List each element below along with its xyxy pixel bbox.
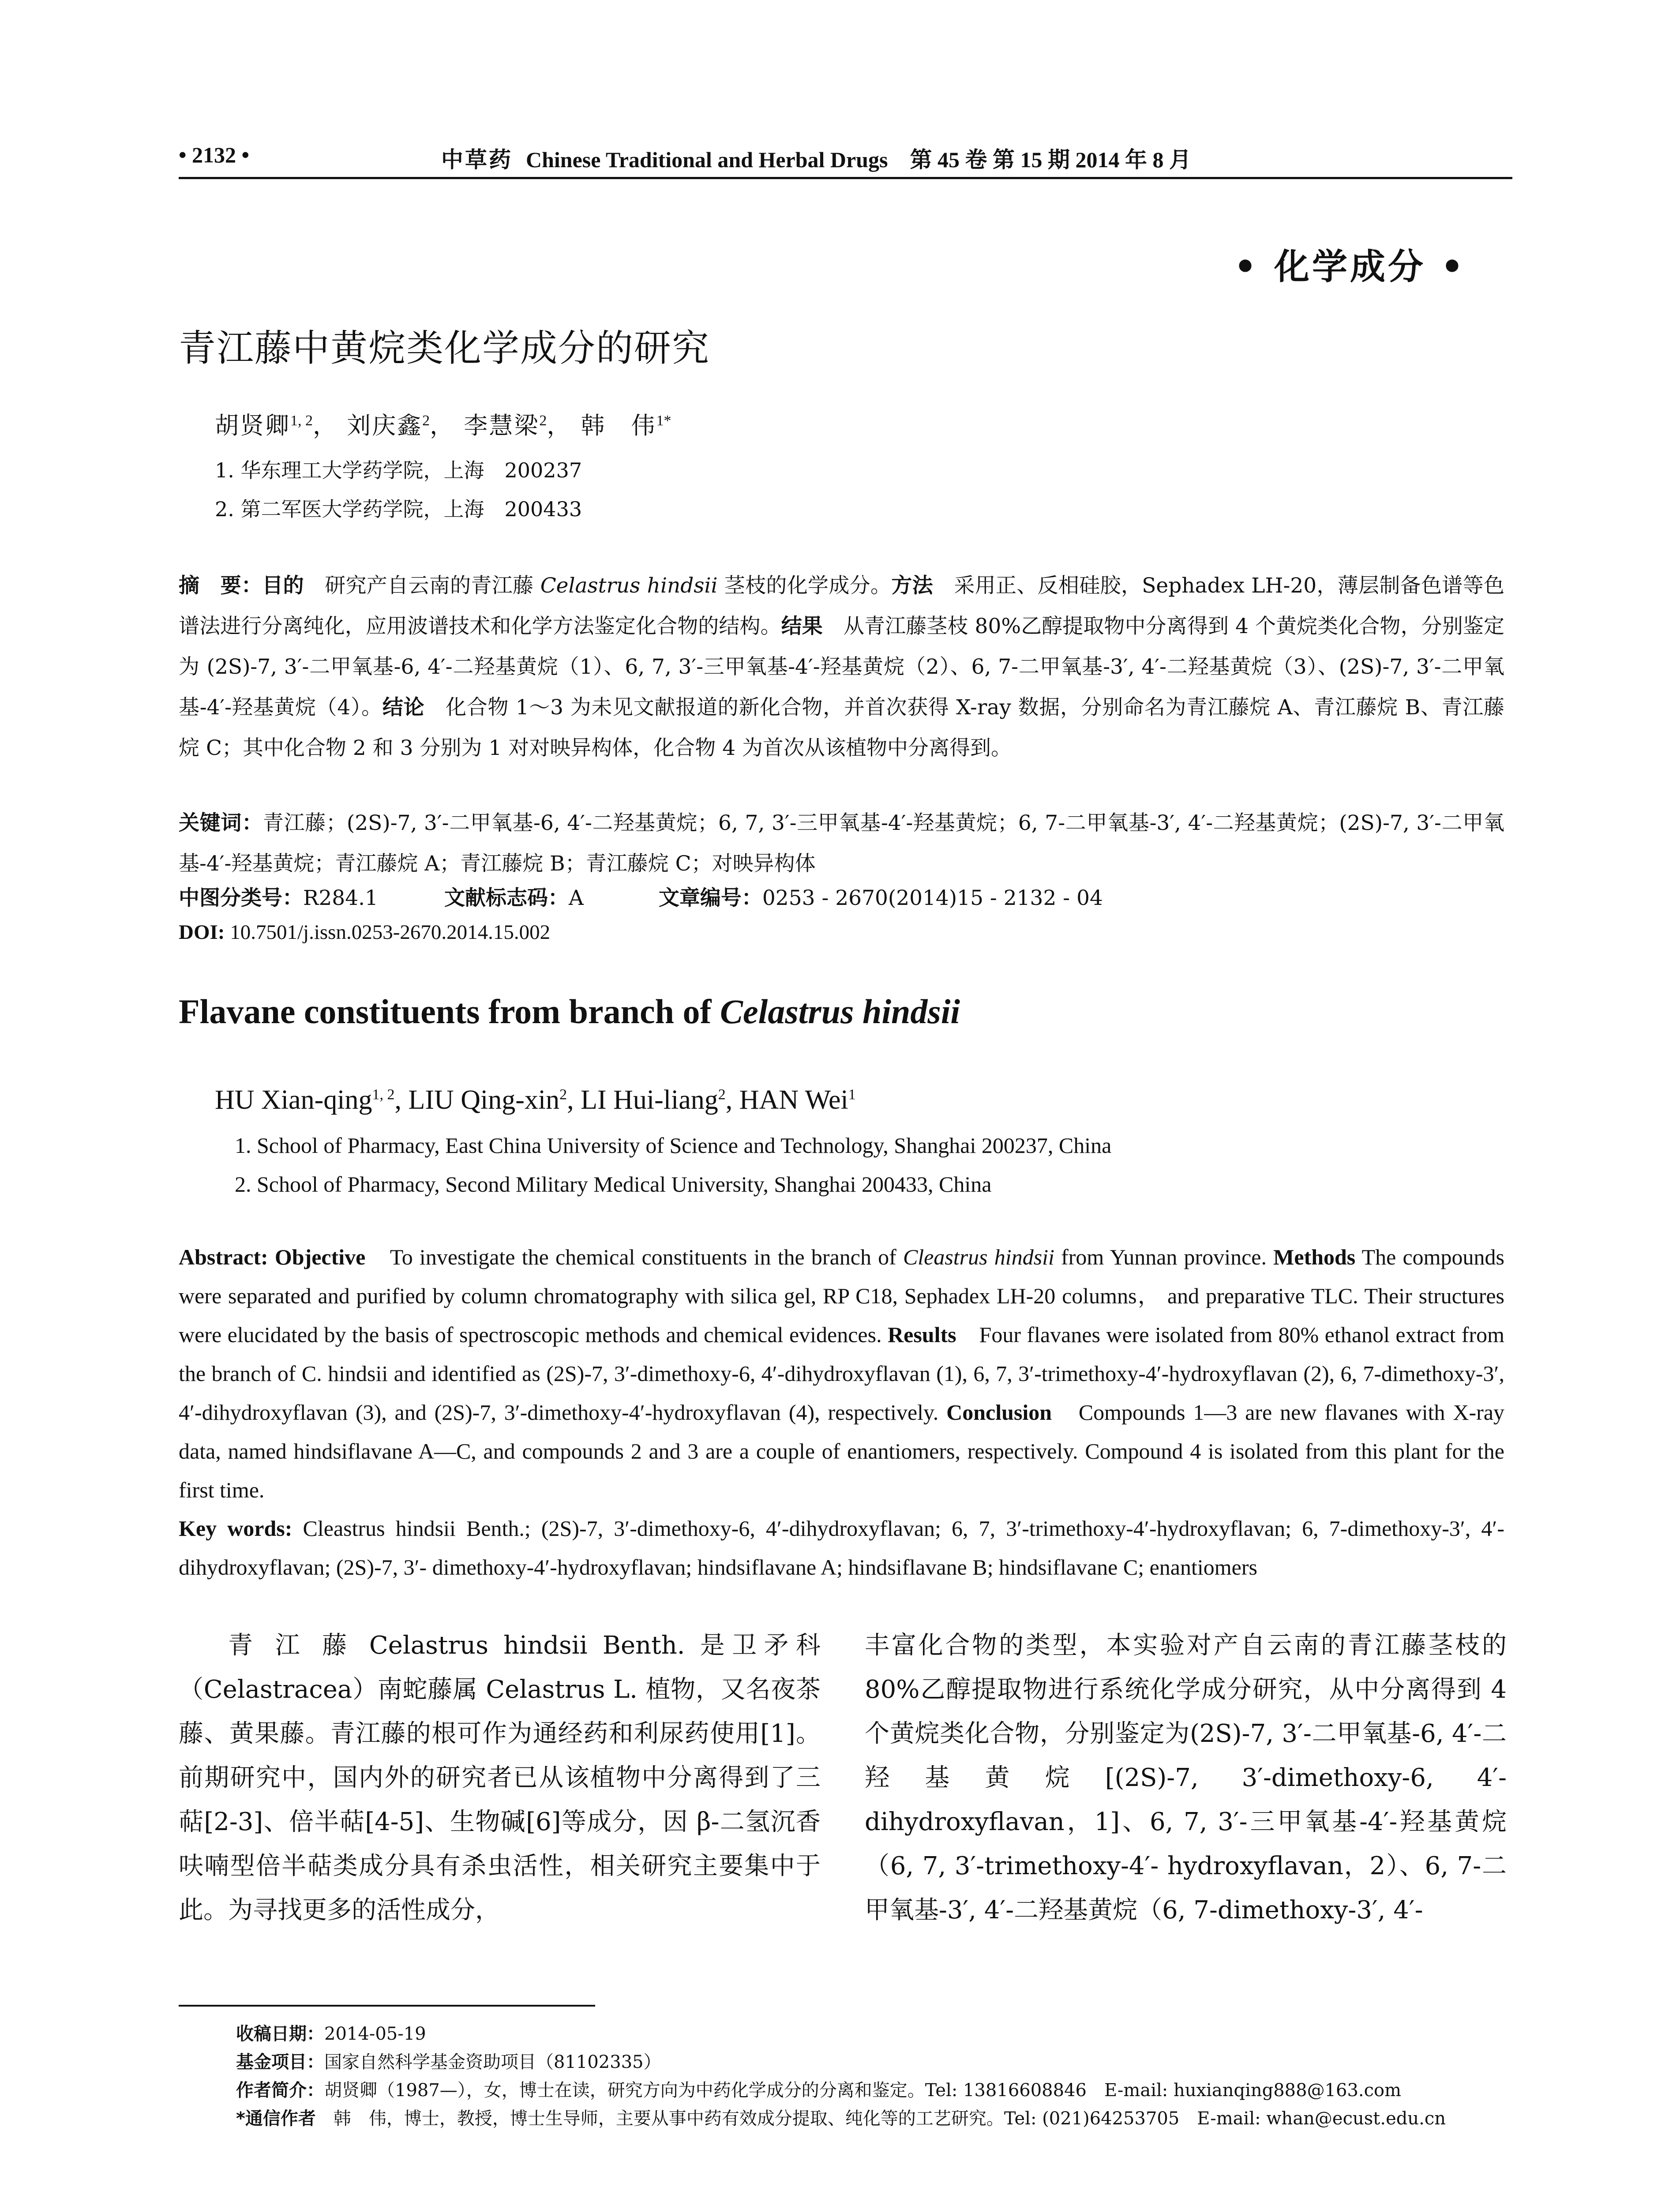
footnote-text: 国家自然科学基金资助项目（81102335） — [324, 2052, 661, 2072]
footnote-corresponding — [236, 2105, 1446, 2130]
article-no-label: 文章编号： — [658, 886, 762, 910]
author-affil-mark: 2 — [718, 1086, 726, 1103]
journal-name-en: Chinese Traditional and Herbal Drugs — [526, 147, 888, 172]
conclusion-label: Conclusion — [946, 1400, 1052, 1425]
conclusion-text: 化合物 1～3 为未见文献报道的新化合物，并首次获得 X-ray 数据，分别命名为青江藤烷 A、青江藤烷 B、青江藤烷 C；其中化合物 2 和 3 分别为 1 对对映异构体，化合物 4 为首次从该植物中分离得到。 — [179, 695, 1505, 760]
author-affil-mark: 1, 2 — [372, 1086, 395, 1103]
methods-label: Methods — [1273, 1245, 1356, 1269]
footnote-text: 2014-05-19 — [324, 2024, 426, 2044]
title-en-text: Flavane constituents from branch of — [179, 992, 720, 1031]
footnote-author-bio — [236, 2076, 1401, 2101]
results-text: Four flavanes were isolated from 80% ethanol extract from the branch of C. hindsii and identified as (2S)-7, 3′-dimethoxy-6, 4′-dihydroxyflavan (1), 6, 7, 3′-trimethoxy-4′-hydroxyflavan (2), 6, 7-dimethoxy-3′, 4′-dihydroxyflavan (3), and (2S)-7, 3′-dimethoxy-4′-hydroxyflavan (4), respectively. — [179, 1322, 1505, 1425]
doc-code-value: A — [568, 886, 584, 910]
species-name: Cleastrus hindsii — [903, 1245, 1054, 1269]
conclusion-label: 结论 — [382, 695, 425, 720]
results-text: 从青江藤茎枝 80%乙醇提取物中分离得到 4 个黄烷类化合物，分别鉴定为 (2S)-7, 3′-二甲氧基-6, 4′-二羟基黄烷（1）、6, 7, 3′-三甲氧基-4′-羟基黄烷（2）、6, 7-二甲氧基-3′, 4′-二羟基黄烷（3）、(2S)-7, 3′-二甲氧基-4′-羟基黄烷（4）。 — [179, 614, 1505, 720]
doc-code-label: 文献标志码： — [444, 886, 569, 910]
issue-info: 第 45 卷 第 15 期 2014 年 8 月 — [910, 147, 1191, 172]
doi-link[interactable]: 10.7501/j.issn.0253-2670.2014.15.002 — [230, 921, 551, 944]
keywords-text: 青江藤；(2S)-7, 3′-二甲氧基-6, 4′-二羟基黄烷；6, 7, 3′-三甲氧基-4′-羟基黄烷；6, 7-二甲氧基-3′, 4′-二羟基黄烷；(2S)-7, 3′-二甲氧基-4′-羟基黄烷；青江藤烷 A；青江藤烷 B；青江藤烷 C；对映异构体 — [179, 811, 1504, 876]
body-column-right: 丰富化合物的类型，本实验对产自云南的青江藤茎枝的 80%乙醇提取物进行系统化学成分研究，从中分离得到 4 个黄烷类化合物，分别鉴定为(2S)-7, 3′-二甲氧基-6, 4′-二羟基黄烷[(2S)-7, 3′-dimethoxy-6, 4′-dihydroxyflavan，1]、6, 7, 3′-三甲氧基-4′-羟基黄烷（6, 7, 3′-trimethoxy-4′- hydroxyflavan，2）、6, 7-二甲氧基-3′, 4′-二羟基黄烷（6, 7-dimethoxy-3′, 4′- — [865, 1631, 1507, 1925]
abstract-en — [179, 1238, 1504, 1509]
objective-text: 研究产自云南的青江藤 — [325, 574, 540, 598]
footnote-label: 作者简介： — [236, 2080, 324, 2101]
objective-label: Objective — [274, 1245, 366, 1269]
clc-value: R284.1 — [303, 886, 378, 910]
doi-label: DOI: — [179, 921, 225, 944]
clc-label: 中图分类号： — [179, 886, 303, 910]
results-label: 结果 — [781, 614, 823, 638]
conclusion-text: Compounds 1—3 are new flavanes with X-ray data, named hindsiflavane A—C, and compounds 2 and 3 are a couple of enantiomers, respectively. Compound 4 is isolated from this plant for the first time. — [179, 1400, 1505, 1502]
methods-text: The compounds were separated and purified by column chromatography with silica gel, RP C18, Sephadex LH-20 columns， and preparative TLC. Their structures were elucidated by the basis of spectroscopic methods and chemical evidences. — [179, 1245, 1504, 1347]
methods-label: 方法 — [891, 574, 933, 598]
author-affil-mark: 2 — [422, 413, 430, 429]
author-affil-mark: 1 — [848, 1086, 856, 1103]
keywords-cn — [179, 803, 1504, 884]
journal-info — [441, 142, 1191, 174]
keywords-label: 关键词： — [179, 811, 263, 835]
objective-text: To investigate the chemical constituents in the branch of — [390, 1245, 903, 1269]
authors-cn: 胡贤卿$^{1, 2}$， 刘庆鑫$^2$， 李慧梁$^2$， 韩 伟$^{1*}$ — [215, 412, 671, 439]
author-affil-mark: 1, 2 — [290, 413, 313, 429]
affiliation-cn: 2. 第二军医大学药学院，上海 200433 — [215, 497, 582, 521]
affiliation-en: 2. School of Pharmacy, Second Military Medical University, Shanghai 200433, China — [235, 1172, 992, 1197]
author-affil-mark: 2 — [559, 1086, 567, 1103]
objective-text: from Yunnan province. — [1054, 1245, 1267, 1269]
abstract-cn — [179, 566, 1504, 769]
author-name: 刘庆鑫 — [347, 412, 423, 439]
running-header — [179, 142, 1512, 173]
abstract-label: Abstract: — [179, 1245, 268, 1269]
title-en — [179, 992, 960, 1032]
classification-line — [179, 882, 1103, 911]
affiliation-cn: 1. 华东理工大学药学院，上海 200237 — [215, 458, 582, 482]
footnote-text: 韩 伟，博士，教授，博士生导师，主要从事中药有效成分提取、纯化等的工艺研究。Tel: (021)64253705 E-mail: whan@ecust.edu.cn — [315, 2108, 1446, 2129]
author-name: 胡贤卿 — [215, 412, 290, 439]
footnote-rule — [179, 2005, 595, 2007]
page-number: • 2132 • — [179, 143, 250, 167]
keywords-en — [179, 1509, 1504, 1587]
body-column-left: 青 江 藤 Celastrus hindsii Benth. 是卫矛科（Celastracea）南蛇藤属 Celastrus L. 植物，又名夜茶藤、黄果藤。青江藤的根可作为通经药和利尿药使用[1]。前期研究中，国内外的研究者已从该植物中分离得到了三萜[2-3]、倍半萜[4-5]、生物碱[6]等成分，因 β-二氢沉香呋喃型倍半萜类成分具有杀虫活性，相关研究主要集中于此。为寻找更多的活性成分， — [179, 1631, 821, 1925]
doi-line — [179, 920, 550, 944]
author-name: LI Hui-liang — [581, 1085, 718, 1115]
author-affil-mark: 2 — [539, 413, 547, 429]
footnote-funding — [236, 2048, 661, 2073]
author-name: LIU Qing-xin — [408, 1085, 560, 1115]
results-label: Results — [888, 1322, 956, 1347]
author-name: HU Xian-qing — [215, 1085, 372, 1115]
footnote-label: 基金项目： — [236, 2052, 324, 2072]
section-tag: • 化学成分 • — [1234, 246, 1466, 287]
species-name: Celastrus hindsii — [540, 574, 718, 598]
authors-en: HU Xian-qing$^{1, 2}$, LIU Qing-xin$^2$, LI Hui-liang$^2$, HAN Wei$^1$ — [215, 1085, 856, 1115]
footnote-label: 收稿日期： — [236, 2024, 324, 2044]
affiliation-en: 1. School of Pharmacy, East China University of Science and Technology, Shanghai 200237, China — [235, 1133, 1112, 1158]
author-name: HAN Wei — [739, 1085, 848, 1115]
keywords-text: Cleastrus hindsii Benth.; (2S)-7, 3′-dimethoxy-6, 4′-dihydroxyflavan; 6, 7, 3′-trimethoxy-4′-hydroxyflavan; 6, 7-dimethoxy-3′, 4′-dihydroxyflavan; (2S)-7, 3′- dimethoxy-4′-hydroxyflavan; hindsiflavane A; hindsiflavane B; hindsiflavane C; enantiomers — [179, 1516, 1504, 1579]
objective-text: 茎枝的化学成分。 — [717, 574, 892, 598]
methods-text: 采用正、反相硅胶，Sephadex LH-20，薄层制备色谱等色谱法进行分离纯化，应用波谱技术和化学方法鉴定化合物的结构。 — [179, 574, 1505, 638]
article-no-value: 0253 - 2670(2014)15 - 2132 - 04 — [762, 886, 1103, 910]
keywords-label: Key words: — [179, 1516, 292, 1541]
footnote-text: 胡贤卿（1987—），女，博士在读，研究方向为中药化学成分的分离和鉴定。Tel: 13816608846 E-mail: huxianqing888@163.com — [324, 2080, 1402, 2101]
abstract-label: 摘 要： — [179, 574, 262, 598]
footnote-received — [236, 2020, 426, 2045]
header-rule — [179, 177, 1512, 179]
journal-name-cn: 中草药 — [441, 147, 513, 172]
footnote-label: *通信作者 — [236, 2108, 316, 2129]
objective-label: 目的 — [262, 574, 304, 598]
author-name: 韩 伟 — [581, 412, 656, 439]
author-name: 李慧梁 — [464, 412, 540, 439]
title-cn: 青江藤中黄烷类化学成分的研究 — [179, 326, 710, 370]
title-en-species: Celastrus hindsii — [720, 992, 960, 1031]
author-affil-mark: 1* — [656, 413, 671, 429]
